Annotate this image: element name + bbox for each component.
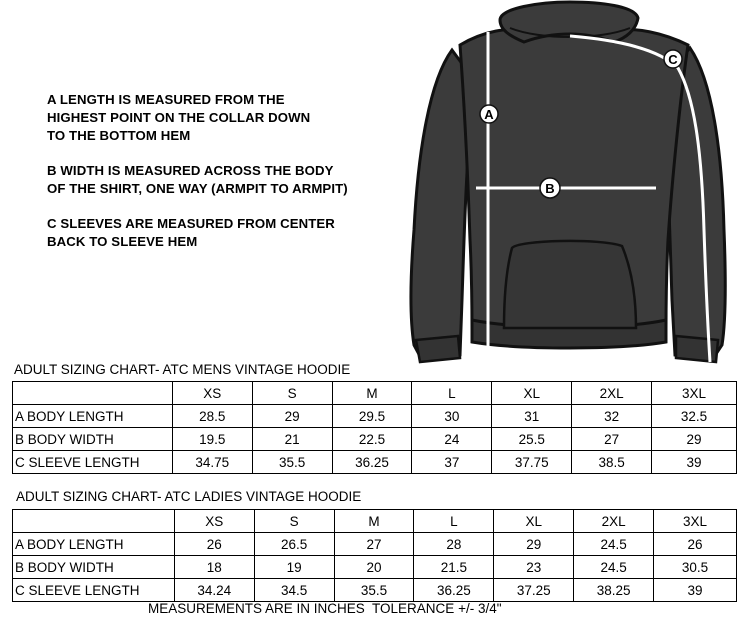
table-row [13,579,737,602]
table-header-row [13,510,737,533]
table-cell: 26.5 [254,533,334,556]
row-label: A BODY LENGTH [13,533,175,556]
table-cell: 25.5 [492,428,572,451]
size-header: 3XL [654,510,737,533]
size-header: 2XL [574,510,654,533]
table-cell: 36.25 [414,579,494,602]
table-cell: 29 [494,533,574,556]
size-header: S [254,510,334,533]
hoodie-measurement-diagram [400,0,740,370]
table-cell: 37.25 [494,579,574,602]
size-header: XL [494,510,574,533]
size-header: 2XL [572,382,652,405]
table-row [13,556,737,579]
table-cell: 22.5 [332,428,412,451]
table-cell: 39 [654,579,737,602]
table-cell: 21 [252,428,332,451]
table-cell: 26 [174,533,254,556]
table-cell: 34.75 [172,451,252,474]
table-header-row [13,382,737,405]
table-cell: 32 [572,405,652,428]
table-cell: 34.5 [254,579,334,602]
table-cell: 31 [492,405,572,428]
table-cell: 28 [414,533,494,556]
size-header: XL [492,382,572,405]
table-cell: 36.25 [332,451,412,474]
size-header: XS [174,510,254,533]
size-header: L [414,510,494,533]
table-cell: 24.5 [574,533,654,556]
table-cell: 38.25 [574,579,654,602]
table-cell: 19 [254,556,334,579]
table-cell: 35.5 [334,579,414,602]
table-cell: 35.5 [252,451,332,474]
size-header: S [252,382,332,405]
table-cell: 29.5 [332,405,412,428]
label-b-text: B [545,181,555,196]
size-header: L [412,382,492,405]
table-cell: 27 [572,428,652,451]
ladies-size-table [12,509,737,602]
size-header: M [332,382,412,405]
instruction-b: B WIDTH IS MEASURED ACROSS THE BODY OF THE SHIRT, ONE WAY (ARMPIT TO ARMPIT) [47,163,348,196]
size-header: 3XL [652,382,737,405]
table-cell: 29 [652,428,737,451]
table-cell: 30.5 [654,556,737,579]
table-cell: 26 [654,533,737,556]
table-cell: 37.75 [492,451,572,474]
table-row [13,533,737,556]
table-row [13,428,737,451]
table-cell: 34.24 [174,579,254,602]
measurement-label-a [480,105,498,123]
measurement-label-c [664,50,682,68]
row-label: A BODY LENGTH [13,405,173,428]
label-a-text: A [484,107,494,122]
row-label: B BODY WIDTH [13,556,175,579]
row-label: B BODY WIDTH [13,428,173,451]
table-cell: 18 [174,556,254,579]
row-label: C SLEEVE LENGTH [13,579,175,602]
instruction-a: A LENGTH IS MEASURED FROM THE HIGHEST POINT ON THE COLLAR DOWN TO THE BOTTOM HEM [47,92,311,143]
table-cell: 19.5 [172,428,252,451]
instruction-c: C SLEEVES ARE MEASURED FROM CENTER BACK TO SLEEVE HEM [47,216,335,249]
table-cell: 20 [334,556,414,579]
size-header: M [334,510,414,533]
measurement-label-b [540,178,560,198]
table-cell: 29 [252,405,332,428]
ladies-chart-title: ADULT SIZING CHART- ATC LADIES VINTAGE HOODIE [16,489,362,504]
table-cell: 39 [652,451,737,474]
label-c-text: C [668,52,678,67]
header-blank-cell [13,510,175,533]
size-header: XS [172,382,252,405]
table-cell: 32.5 [652,405,737,428]
table-row [13,405,737,428]
measurement-footnote: MEASUREMENTS ARE IN INCHES TOLERANCE +/- 3/4" [148,601,502,616]
table-cell: 21.5 [414,556,494,579]
table-cell: 27 [334,533,414,556]
table-cell: 30 [412,405,492,428]
table-cell: 28.5 [172,405,252,428]
table-cell: 24.5 [574,556,654,579]
table-cell: 23 [494,556,574,579]
table-row [13,451,737,474]
measurement-instructions [47,91,417,268]
header-blank-cell [13,382,173,405]
mens-size-table [12,381,737,474]
mens-chart-title: ADULT SIZING CHART- ATC MENS VINTAGE HOODIE [14,362,351,377]
table-cell: 38.5 [572,451,652,474]
row-label: C SLEEVE LENGTH [13,451,173,474]
table-cell: 24 [412,428,492,451]
table-cell: 37 [412,451,492,474]
